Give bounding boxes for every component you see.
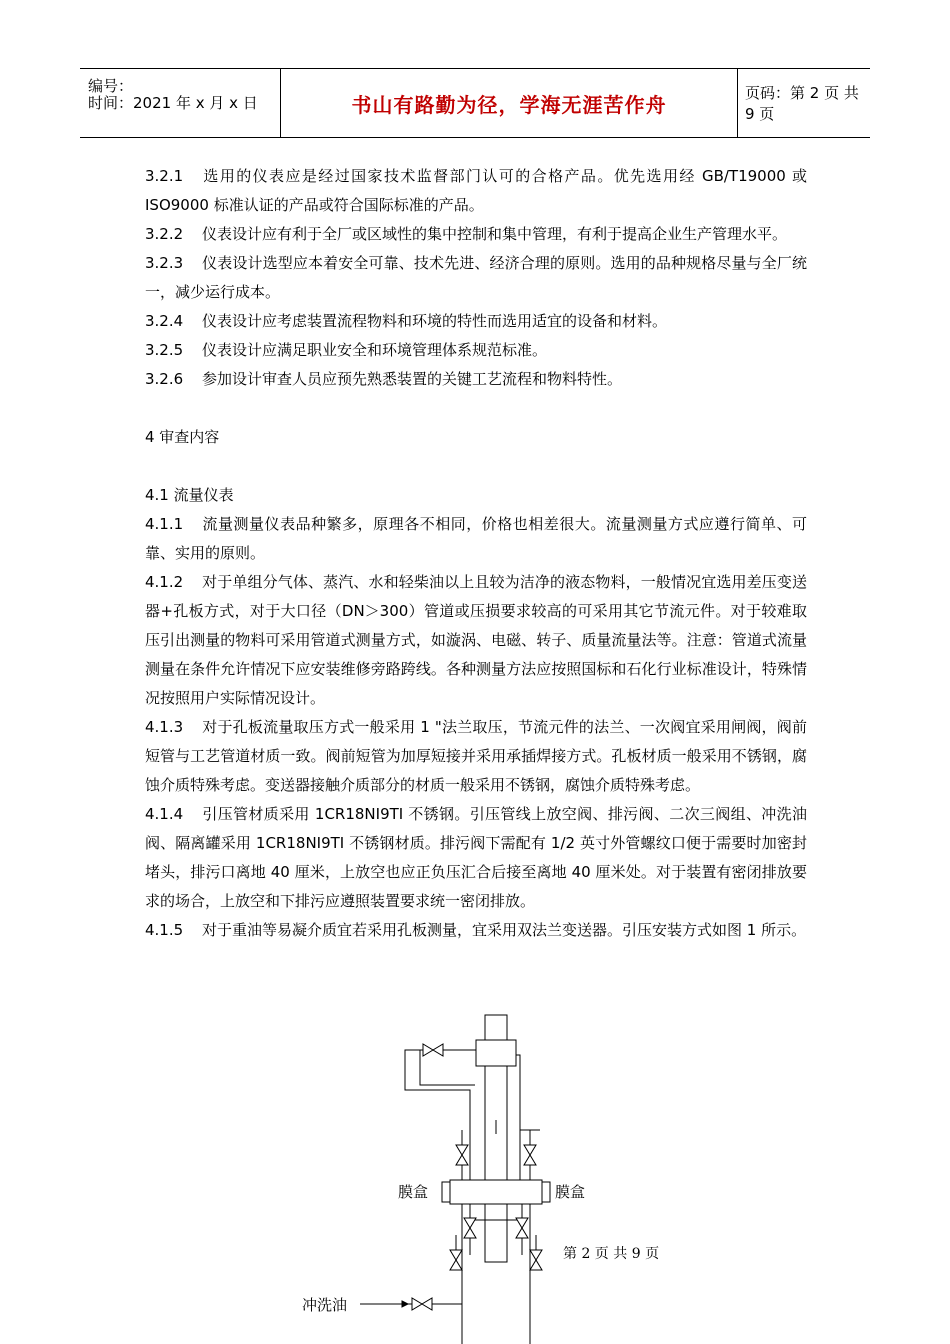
header-left-cell <box>80 69 280 137</box>
page-info: 页码：第 2 页 共 9 页 <box>745 84 859 123</box>
paragraph: 4.1.3 对于孔板流量取压方式一般采用 1 "法兰取压，节流元件的法兰、一次阀宜采用闸阀，阀前短管与工艺管道材质一致。阀前短管为加厚短接并采用承插焊接方式。孔板材质一般采用不锈钢，腐蚀介质特殊考虑。变送器接触介质部分的材质一般采用不锈钢，腐蚀介质特殊考虑。 <box>145 718 807 794</box>
paragraph: 3.2.2 仪表设计应有利于全厂或区域性的集中控制和集中管理，有利于提高企业生产管理水平。 <box>145 225 788 243</box>
code-label: 编号： <box>88 77 134 95</box>
header-motto-cell <box>280 69 738 137</box>
header-page-cell <box>737 69 870 137</box>
paragraph: 4.1.5 对于重油等易凝介质宜若采用孔板测量，宜采用双法兰变送器。引压安装方式如图 1 所示。 <box>145 921 807 939</box>
subsection-heading: 4.1 流量仪表 <box>145 486 234 504</box>
document-body <box>145 162 807 945</box>
flush-oil-label: 冲洗油 <box>302 1296 348 1314</box>
header-table <box>80 68 870 138</box>
motto-text: 书山有路勤为径，学海无涯苦作舟 <box>351 92 667 117</box>
section-heading: 4 审查内容 <box>145 428 220 446</box>
capsule-label-left: 膜盒 <box>398 1183 429 1201</box>
paragraph: 3.2.3 仪表设计选型应本着安全可靠、技术先进、经济合理的原则。选用的品种规格尽量与全厂统一，减少运行成本。 <box>145 254 807 301</box>
paragraph: 3.2.6 参加设计审查人员应预先熟悉装置的关键工艺流程和物料特性。 <box>145 370 623 388</box>
paragraph: 3.2.1 选用的仪表应是经过国家技术监督部门认可的合格产品。优先选用经 GB/T19000 或 ISO9000 标准认证的产品或符合国际标准的产品。 <box>145 167 807 214</box>
time-label: 时间：2021 年 x 月 x 日 <box>88 94 258 112</box>
paragraph: 3.2.5 仪表设计应满足职业安全和环境管理体系规范标准。 <box>145 341 548 359</box>
paragraph: 4.1.2 对于单组分气体、蒸汽、水和轻柴油以上且较为洁净的液态物料，一般情况宜选用差压变送器+孔板方式，对于大口径（DN＞300）管道或压损要求较高的可采用其它节流元件。对于较难取压引出测量的物料可采用管道式测量方式，如漩涡、电磁、转子、质量流量法等。注意：管道式流量测量在条件允许情况下应安装维修旁路跨线。各种测量方法应按照国标和石化行业标准设计，特殊情况按照用户实际情况设计。 <box>145 573 807 707</box>
paragraph: 3.2.4 仪表设计应考虑装置流程物料和环境的特性而选用适宜的设备和材料。 <box>145 312 668 330</box>
paragraph: 4.1.1 流量测量仪表品种繁多，原理各不相同，价格也相差很大。流量测量方式应遵行简单、可靠、实用的原则。 <box>145 515 807 562</box>
page-footer: 第 2 页 共 9 页 <box>563 1246 660 1262</box>
capsule-label-right: 膜盒 <box>555 1183 586 1201</box>
paragraph: 4.1.4 引压管材质采用 1CR18NI9TI 不锈钢。引压管线上放空阀、排污阀、二次三阀组、冲洗油阀、隔离罐采用 1CR18NI9TI 不锈钢材质。排污阀下需配有 1/2 英寸外管螺纹口便于需要时加密封堵头，排污口离地 40 厘米，上放空也应正负压汇合后接至离地 40 厘米处。对于装置有密闭排放要求的场合，上放空和下排污应遵照装置要求统一密闭排放。 <box>145 805 807 910</box>
